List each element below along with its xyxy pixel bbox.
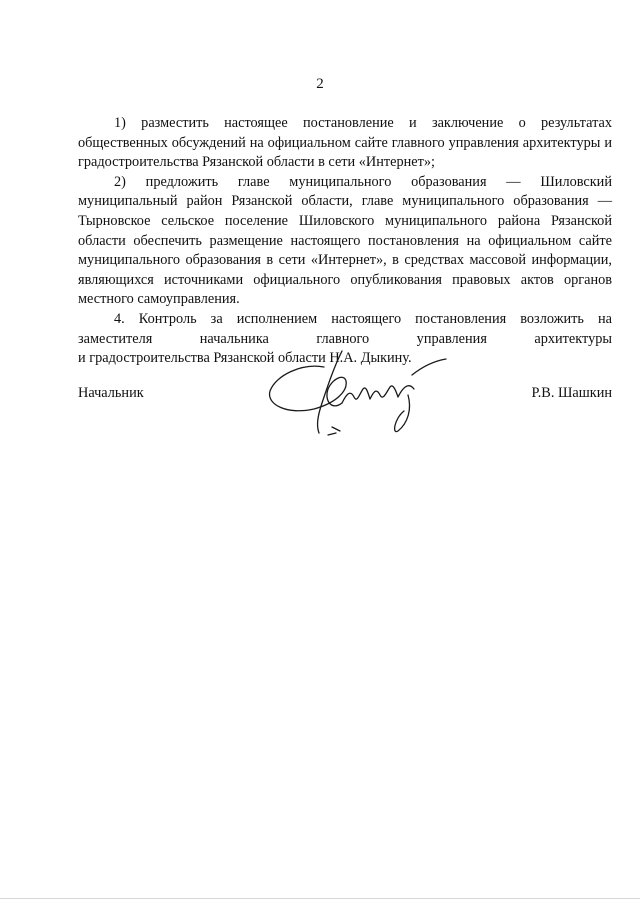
document-body xyxy=(78,114,612,369)
paragraph-1: 1) разместить настоящее постановление и заключение о результатах общественных обсуждений на официальном сайте главного управления архитектуры и градостроительства Рязанской области в сети «Интернет»; xyxy=(78,115,612,171)
paragraph-2: 2) предложить главе муниципального образования — Шиловский муниципальный район Рязанской области, главе муниципального образования — Тырновское сельское поселение Шиловского муниципального района Рязанской области обеспечить размещение настоящего постановления на официальном сайте муниципального образования в сети «Интернет», в средствах массовой информации, являющихся источниками официального опубликования правовых актов органов местного самоуправления. xyxy=(78,173,612,308)
page-number: 2 xyxy=(316,76,324,92)
signatory-title: Начальник xyxy=(78,385,144,401)
paragraph-4-line-2: и градостроительства Рязанской области Н.А. Дыкину. xyxy=(78,350,412,367)
signatory-name: Р.В. Шашкин xyxy=(531,385,612,401)
scan-edge-line xyxy=(0,898,640,899)
signature-block xyxy=(78,385,612,407)
paragraph-4-line-1: 4. Контроль за исполнением настоящего постановления возложить на заместителя начальника главного управления архитектуры xyxy=(78,310,612,347)
